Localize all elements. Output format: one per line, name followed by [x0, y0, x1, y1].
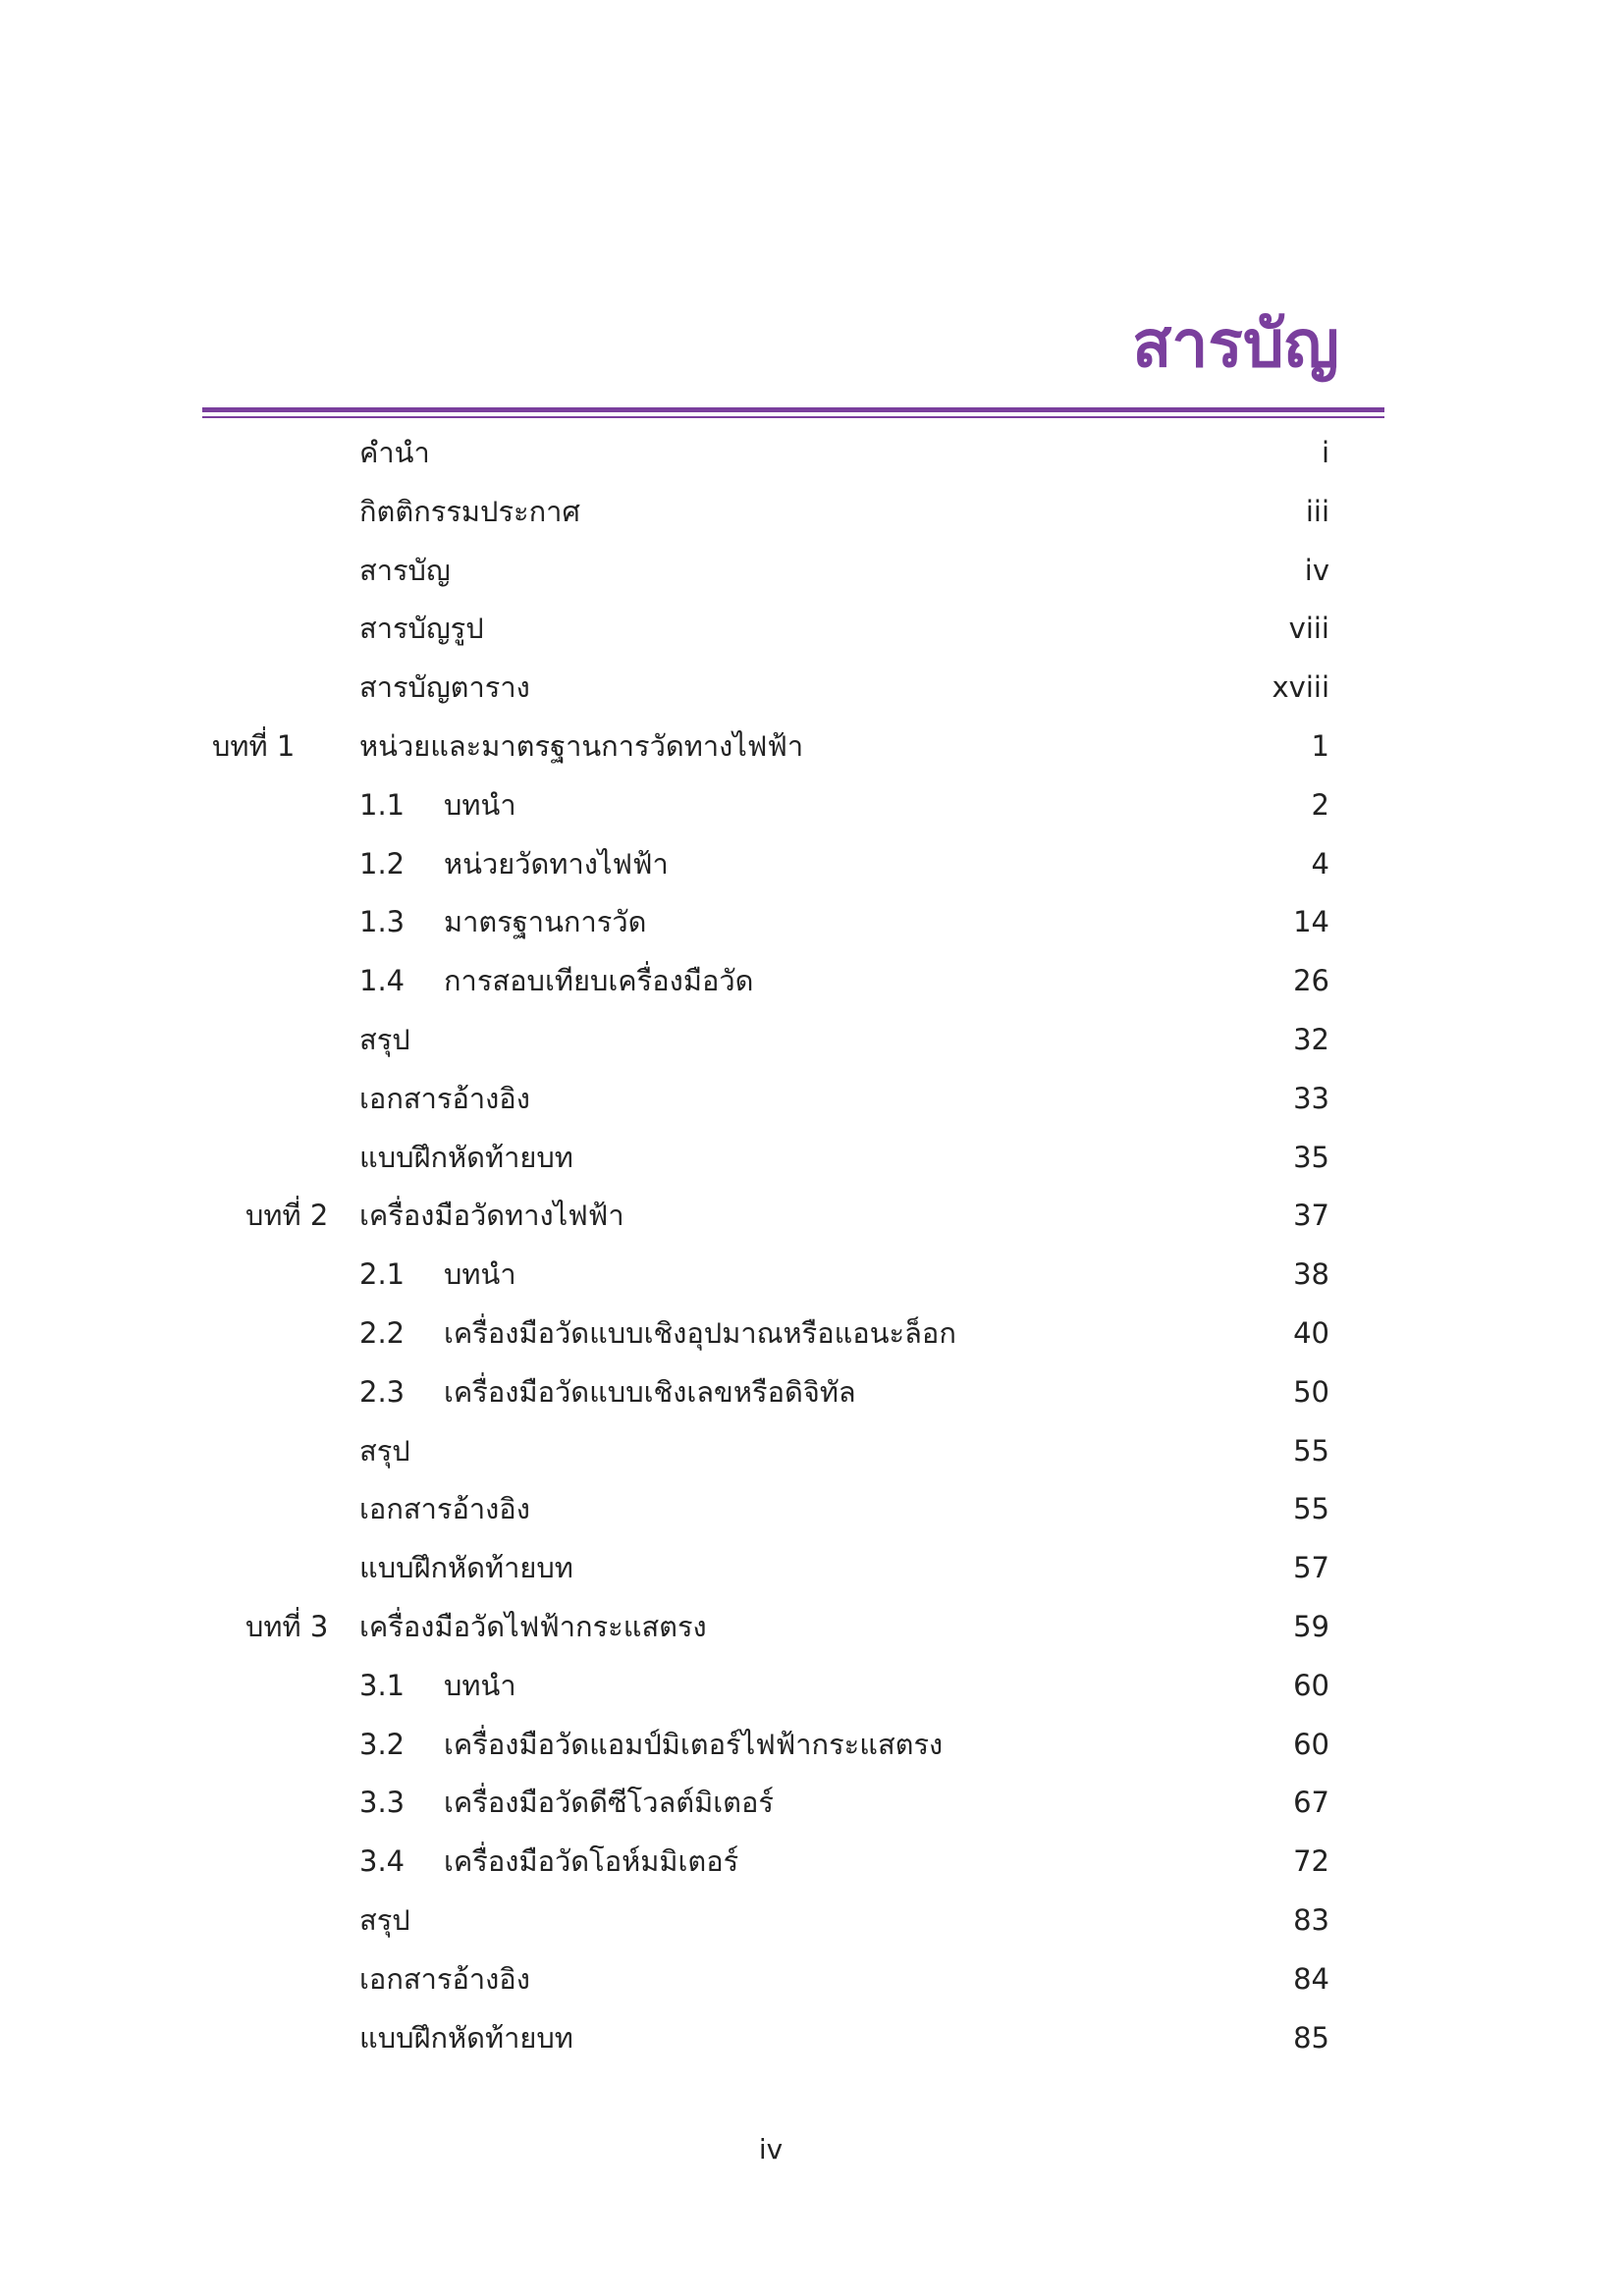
toc-entry-title: สรุป [359, 1902, 410, 1937]
toc-entry [0, 1892, 1624, 1950]
toc-entry [0, 1598, 1624, 1657]
toc-page-number: 85 [1293, 2020, 1329, 2055]
toc-entry [0, 542, 1624, 601]
toc-entry-title: แบบฝึกหัดท้ายบท [359, 1140, 573, 1174]
toc-page-number: 50 [1293, 1374, 1329, 1409]
toc-section-number: 3.1 [359, 1668, 406, 1702]
toc-entry-title: เครื่องมือวัดดีซีโวลต์มิเตอร์ [444, 1786, 774, 1820]
toc-page-number: i [1321, 436, 1329, 469]
toc-entry [0, 952, 1624, 1011]
toc-entry [0, 1716, 1624, 1775]
toc-entry-title: กิตติกรรมประกาศ [359, 494, 580, 528]
toc-entry-title: เอกสารอ้างอิง [359, 1961, 530, 1996]
toc-page-number: 1 [1311, 728, 1329, 763]
toc-page-number: 4 [1311, 846, 1329, 881]
toc-chapter-label: บทที่ 1 [212, 728, 296, 763]
toc-entry-title: การสอบเทียบเครื่องมือวัด [444, 964, 754, 998]
toc-section-number: 2.3 [359, 1374, 406, 1409]
toc-page-number: 38 [1293, 1257, 1329, 1292]
toc-section-number: 3.4 [359, 1844, 406, 1879]
toc-page-number: iii [1305, 494, 1329, 528]
toc-entry-title: มาตรฐานการวัด [444, 905, 647, 939]
toc-section-number: 3.3 [359, 1786, 406, 1820]
toc-entry-title: เครื่องมือวัดทางไฟฟ้า [359, 1199, 624, 1233]
toc-entry [0, 1305, 1624, 1363]
toc-entry-title: แบบฝึกหัดท้ายบท [359, 2020, 573, 2055]
toc-page-number: 32 [1293, 1022, 1329, 1056]
toc-chapter-label: บทที่ 3 [245, 1609, 329, 1643]
toc-chapter-label: บทที่ 2 [245, 1199, 329, 1233]
toc-page-number: 35 [1293, 1140, 1329, 1174]
toc-entry-title: เครื่องมือวัดแบบเชิงอุปมาณหรือแอนะล็อก [444, 1315, 956, 1350]
toc-entry-title: คำนำ [359, 436, 430, 469]
toc-section-number: 2.1 [359, 1257, 406, 1292]
toc-entry [0, 1187, 1624, 1246]
toc-page-number: xviii [1272, 670, 1329, 705]
toc-page-number: 37 [1293, 1199, 1329, 1233]
footer-page-number: iv [758, 2133, 784, 2165]
toc-entry [0, 483, 1624, 542]
toc-entry-title: สารบัญรูป [359, 612, 484, 646]
toc-section-number: 2.2 [359, 1315, 406, 1350]
toc-entry [0, 1833, 1624, 1892]
toc-entry [0, 1480, 1624, 1539]
toc-entry-title: เครื่องมือวัดแอมป์มิเตอร์ไฟฟ้ากระแสตรง [444, 1727, 944, 1761]
toc-entry [0, 1363, 1624, 1422]
page-title: สารบัญ [1132, 306, 1339, 382]
toc-entry-title: เครื่องมือวัดแบบเชิงเลขหรือดิจิทัล [444, 1374, 856, 1409]
toc-entry [0, 1657, 1624, 1716]
title-rule-thick [202, 407, 1384, 412]
toc-page-number: 60 [1293, 1668, 1329, 1702]
title-rule-thin [202, 416, 1384, 418]
toc-page-number: 57 [1293, 1551, 1329, 1585]
toc-entry-title: หน่วยวัดทางไฟฟ้า [444, 846, 669, 881]
toc-entry-title: เครื่องมือวัดไฟฟ้ากระแสตรง [359, 1609, 707, 1643]
toc-entry [0, 1129, 1624, 1188]
toc-entry-title: แบบฝึกหัดท้ายบท [359, 1551, 573, 1585]
toc-entry [0, 600, 1624, 659]
toc-page-number: 2 [1311, 787, 1329, 822]
toc-page-number: 55 [1293, 1433, 1329, 1468]
toc-page-number: viii [1288, 612, 1329, 646]
toc-page-number: 60 [1293, 1727, 1329, 1761]
toc-page-number: 40 [1293, 1315, 1329, 1350]
toc-page-number: 33 [1293, 1081, 1329, 1115]
toc-page-number: 59 [1293, 1609, 1329, 1643]
toc-entry [0, 835, 1624, 894]
toc-entry-title: บทนำ [444, 1257, 516, 1292]
toc-entry-title: เครื่องมือวัดโอห์มมิเตอร์ [444, 1844, 739, 1879]
toc-entry [0, 1422, 1624, 1481]
toc-entry-title: สารบัญตาราง [359, 670, 530, 705]
toc-entry-title: บทนำ [444, 787, 516, 822]
toc-entry [0, 1246, 1624, 1305]
toc-entry [0, 1070, 1624, 1129]
toc-entry [0, 1950, 1624, 2009]
toc-section-number: 1.3 [359, 905, 406, 939]
toc-entry [0, 2009, 1624, 2068]
toc-entry-title: เอกสารอ้างอิง [359, 1081, 530, 1115]
toc-page-number: 55 [1293, 1492, 1329, 1526]
toc-section-number: 3.2 [359, 1727, 406, 1761]
toc-page-number: 26 [1293, 964, 1329, 998]
toc-page-number: 14 [1293, 905, 1329, 939]
toc-entry-title: หน่วยและมาตรฐานการวัดทางไฟฟ้า [359, 728, 804, 763]
toc-page-number: 67 [1293, 1786, 1329, 1820]
toc-page-number: 84 [1293, 1961, 1329, 1996]
toc-entry-title: สรุป [359, 1022, 410, 1056]
toc-entry-title: บทนำ [444, 1668, 516, 1702]
toc-entry-title: เอกสารอ้างอิง [359, 1492, 530, 1526]
toc-section-number: 1.4 [359, 964, 406, 998]
toc-entry [0, 718, 1624, 776]
toc-page-number: iv [1304, 553, 1329, 587]
toc-entry-title: สารบัญ [359, 553, 451, 587]
toc-entry [0, 424, 1624, 483]
toc-entry [0, 893, 1624, 952]
toc-page-number: 83 [1293, 1902, 1329, 1937]
toc-entry [0, 659, 1624, 718]
toc-entry [0, 776, 1624, 835]
toc-entry [0, 1011, 1624, 1070]
toc-section-number: 1.1 [359, 787, 406, 822]
toc-entry [0, 1774, 1624, 1833]
toc-section-number: 1.2 [359, 846, 406, 881]
toc-page-number: 72 [1293, 1844, 1329, 1879]
toc-entry-title: สรุป [359, 1433, 410, 1468]
table-of-contents [0, 424, 1624, 2067]
toc-entry [0, 1539, 1624, 1598]
